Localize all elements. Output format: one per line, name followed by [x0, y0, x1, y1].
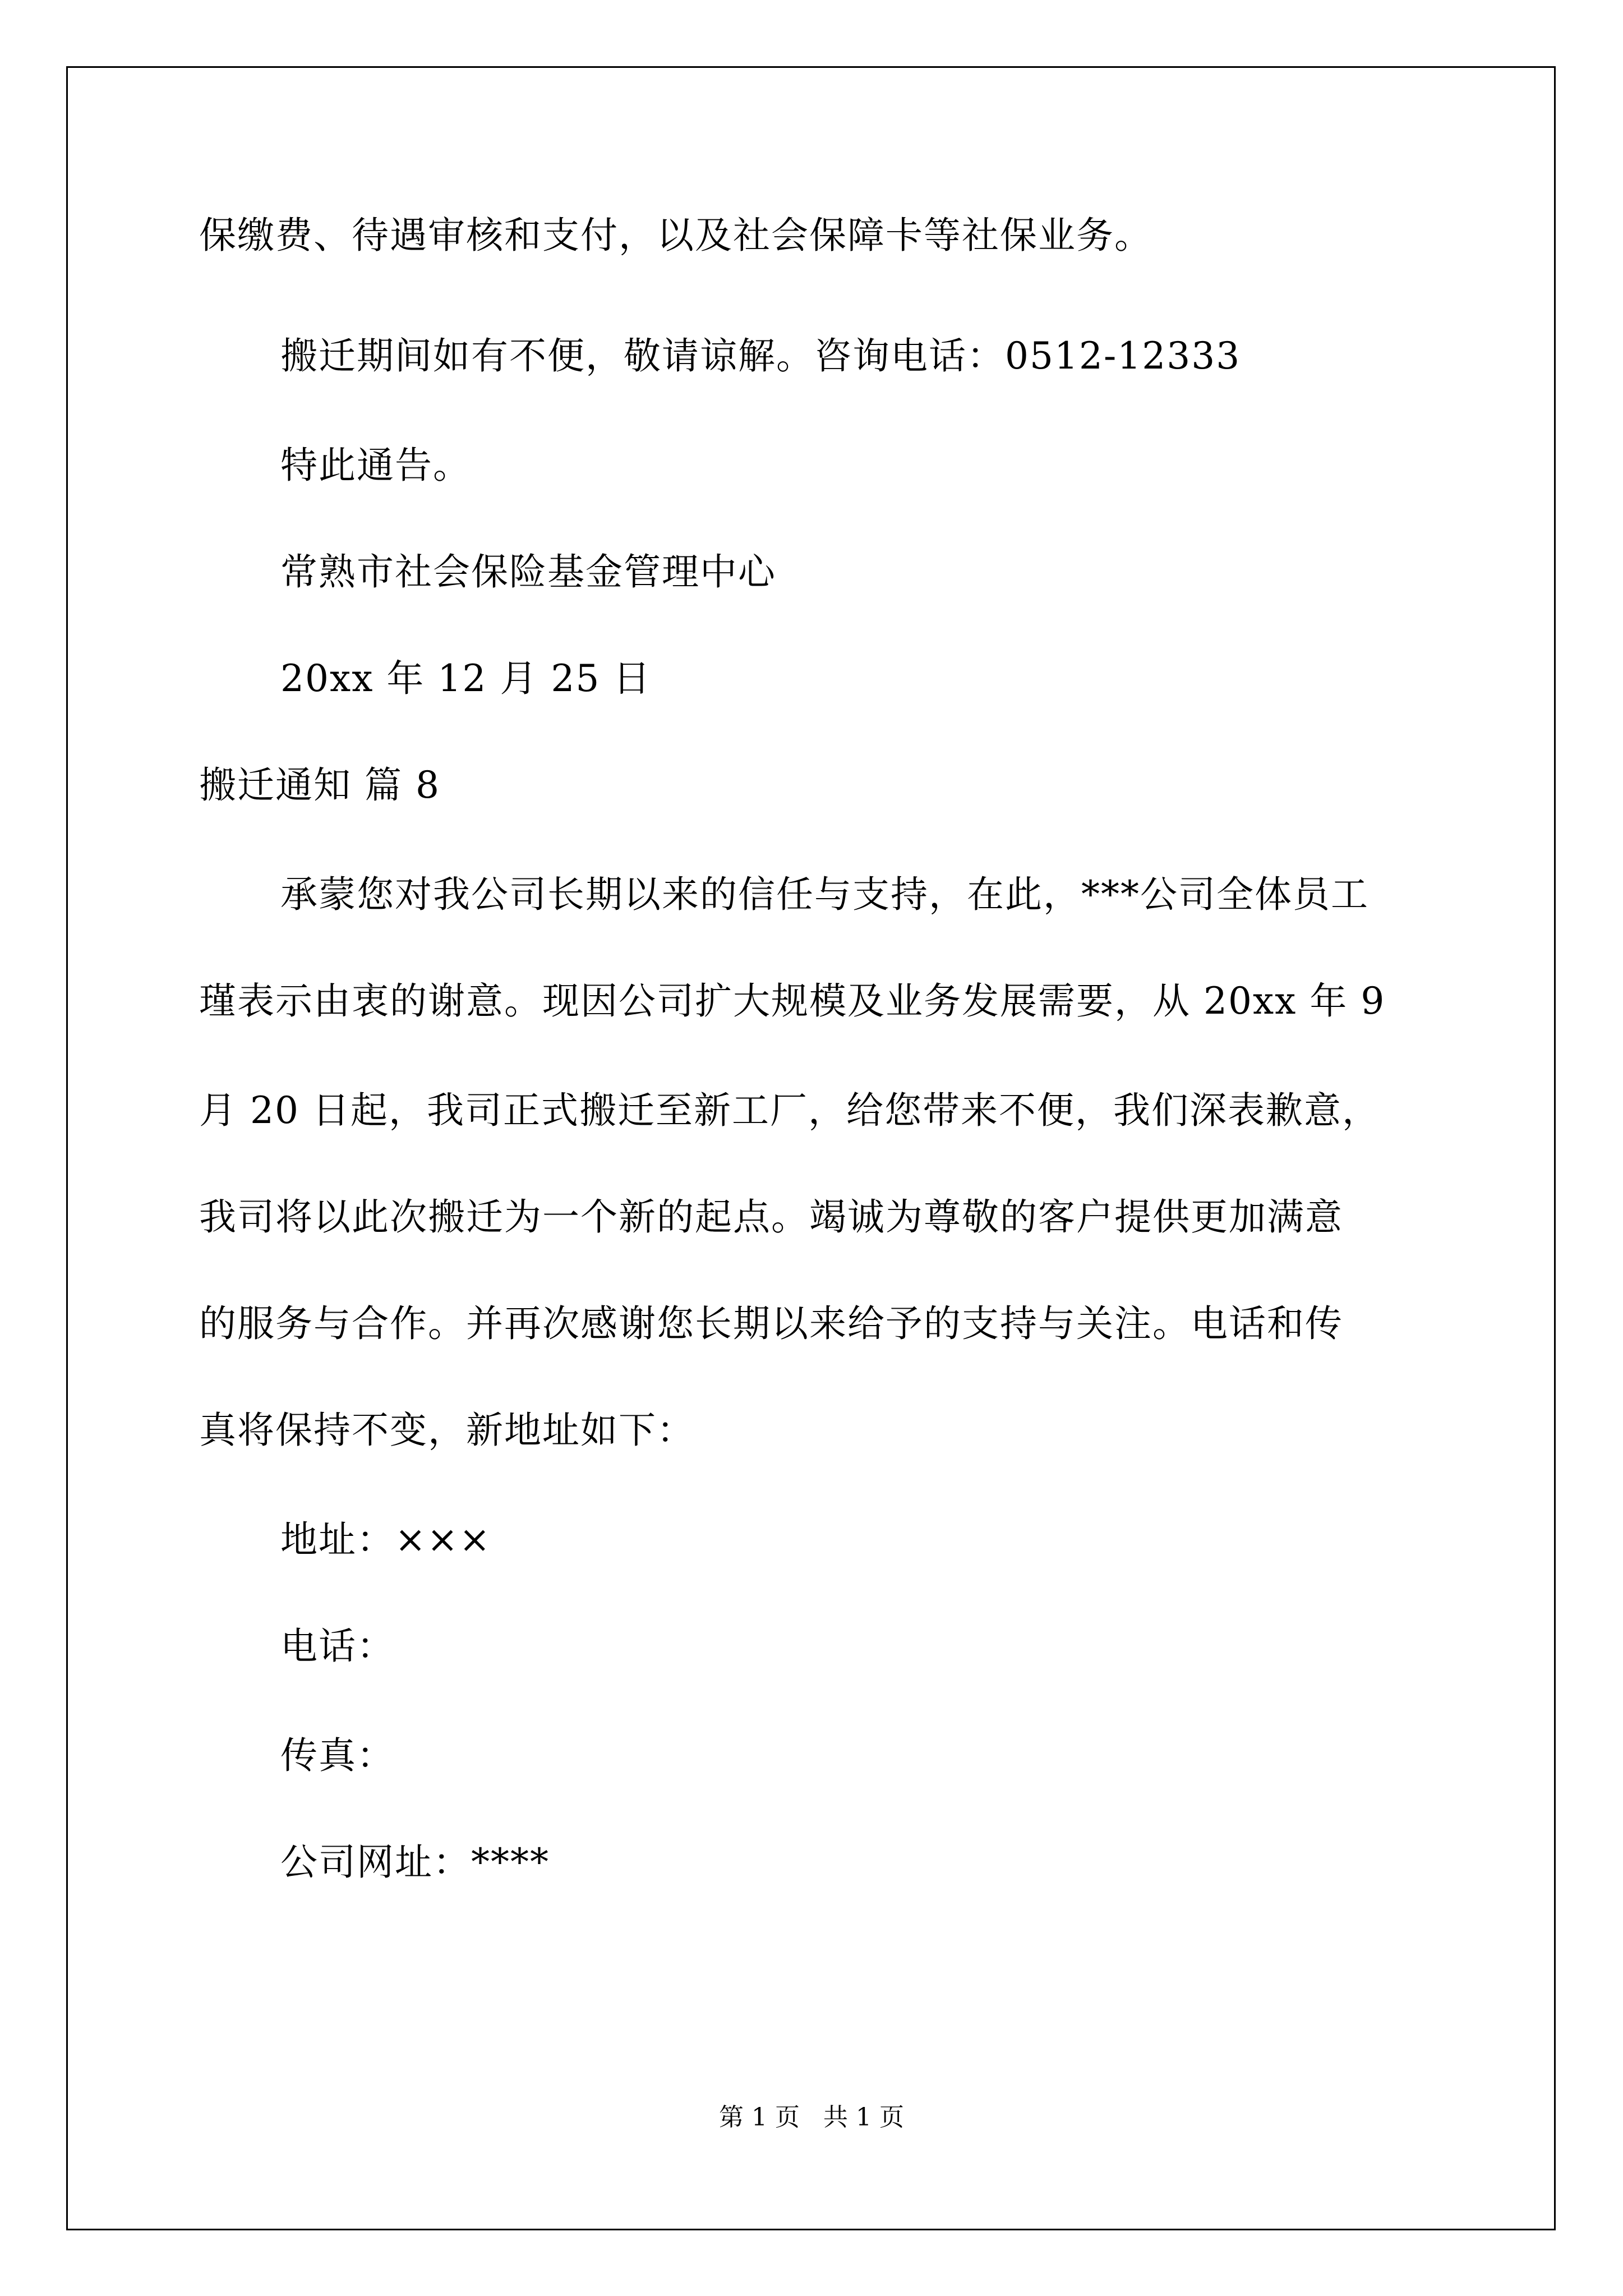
text-line: 真将保持不变，新地址如下：	[199, 1409, 695, 1452]
section-heading: 搬迁通知 篇 8	[199, 763, 440, 807]
text-line: 的服务与合作。并再次感谢您长期以来给予的支持与关注。电话和传	[199, 1302, 1343, 1345]
text-line: 常熟市社会保险基金管理中心	[280, 550, 776, 593]
text-line: 公司网址：****	[280, 1841, 550, 1884]
text-line: 电话：	[280, 1625, 395, 1668]
text-line: 地址：×××	[280, 1518, 491, 1561]
page-border	[66, 66, 1556, 2230]
text-line: 搬迁期间如有不便，敬请谅解。咨询电话：0512-12333	[280, 334, 1241, 378]
page-footer: 第 1 页 共 1 页	[719, 2103, 904, 2132]
text-line: 我司将以此次搬迁为一个新的起点。竭诚为尊敬的客户提供更加满意	[199, 1195, 1343, 1239]
text-line: 保缴费、待遇审核和支付，以及社会保障卡等社保业务。	[199, 214, 1152, 257]
text-line: 瑾表示由衷的谢意。现因公司扩大规模及业务发展需要，从 20xx 年 9	[199, 979, 1386, 1023]
text-line: 特此通告。	[280, 444, 471, 487]
text-line: 20xx 年 12 月 25 日	[280, 657, 652, 700]
text-line: 传真：	[280, 1734, 395, 1777]
text-line: 月 20 日起，我司正式搬迁至新工厂，给您带来不便，我们深表歉意，	[199, 1089, 1380, 1132]
text-line: 承蒙您对我公司长期以来的信任与支持，在此，***公司全体员工	[280, 873, 1369, 916]
